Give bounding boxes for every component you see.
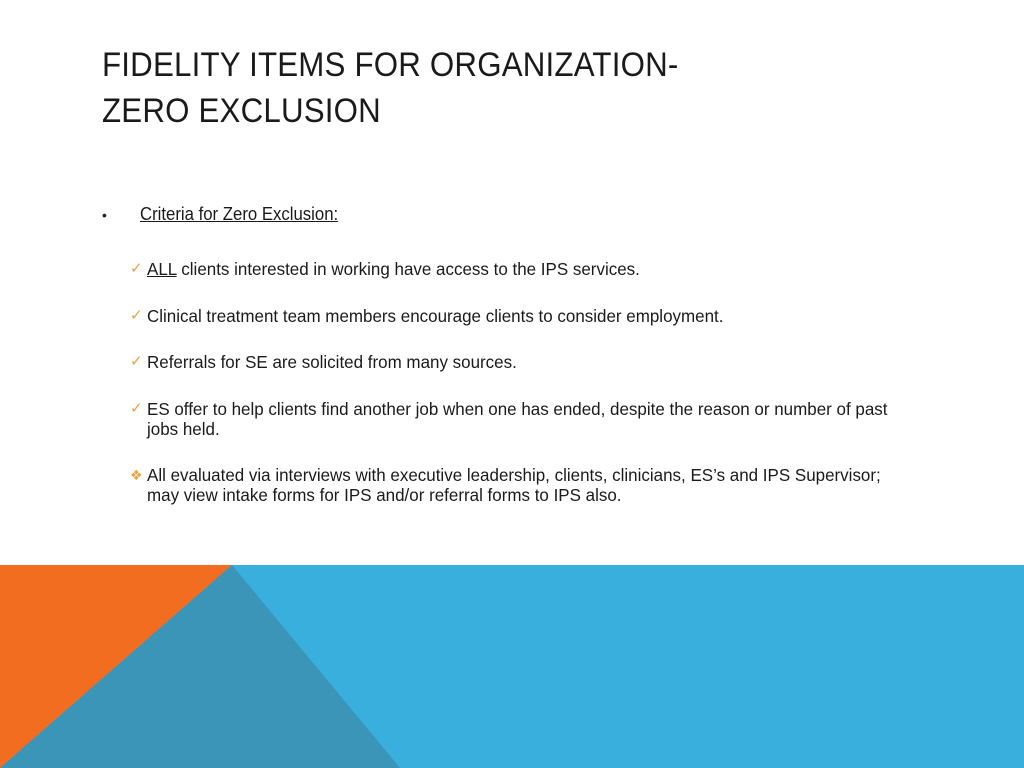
criteria-heading: Criteria for Zero Exclusion: [140, 204, 339, 224]
checkmark-icon: ✓ [130, 307, 143, 324]
checkmark-icon: ✓ [130, 400, 143, 417]
bullet-dot-icon: • [102, 207, 107, 223]
list-item-text: ES offer to help clients find another job when one has ended, despite the reason or number of past jobs held. [147, 399, 888, 439]
checkmark-icon: ✓ [130, 260, 143, 277]
list-item-text: Clinical treatment team members encourage clients to consider employment. [147, 306, 724, 326]
slide-title-line-1: FIDELITY ITEMS FOR ORGANIZATION- [102, 46, 679, 84]
list-item-emphasis: ALL [147, 259, 177, 279]
list-item-body: clients interested in working have access to the IPS services. [176, 259, 640, 279]
list-item [130, 306, 930, 326]
checkmark-icon: ✓ [130, 353, 143, 370]
list-item-text: All evaluated via interviews with executive leadership, clients, clinicians, ES’s and IPS Supervisor; may view intake forms for IPS and/or referral forms to IPS also. [147, 465, 881, 505]
slide-title-line-2: ZERO EXCLUSION [102, 92, 381, 130]
list-item-text [147, 259, 907, 279]
list-item [130, 465, 930, 505]
criteria-bullet [102, 204, 353, 225]
list-item [130, 259, 930, 279]
list-item [130, 399, 930, 439]
slide-title [102, 42, 801, 134]
four-diamond-bullet-icon: ❖ [130, 467, 143, 483]
list-item-text: Referrals for SE are solicited from many sources. [147, 352, 517, 372]
decorative-band [0, 565, 1024, 768]
list-item [130, 352, 930, 372]
